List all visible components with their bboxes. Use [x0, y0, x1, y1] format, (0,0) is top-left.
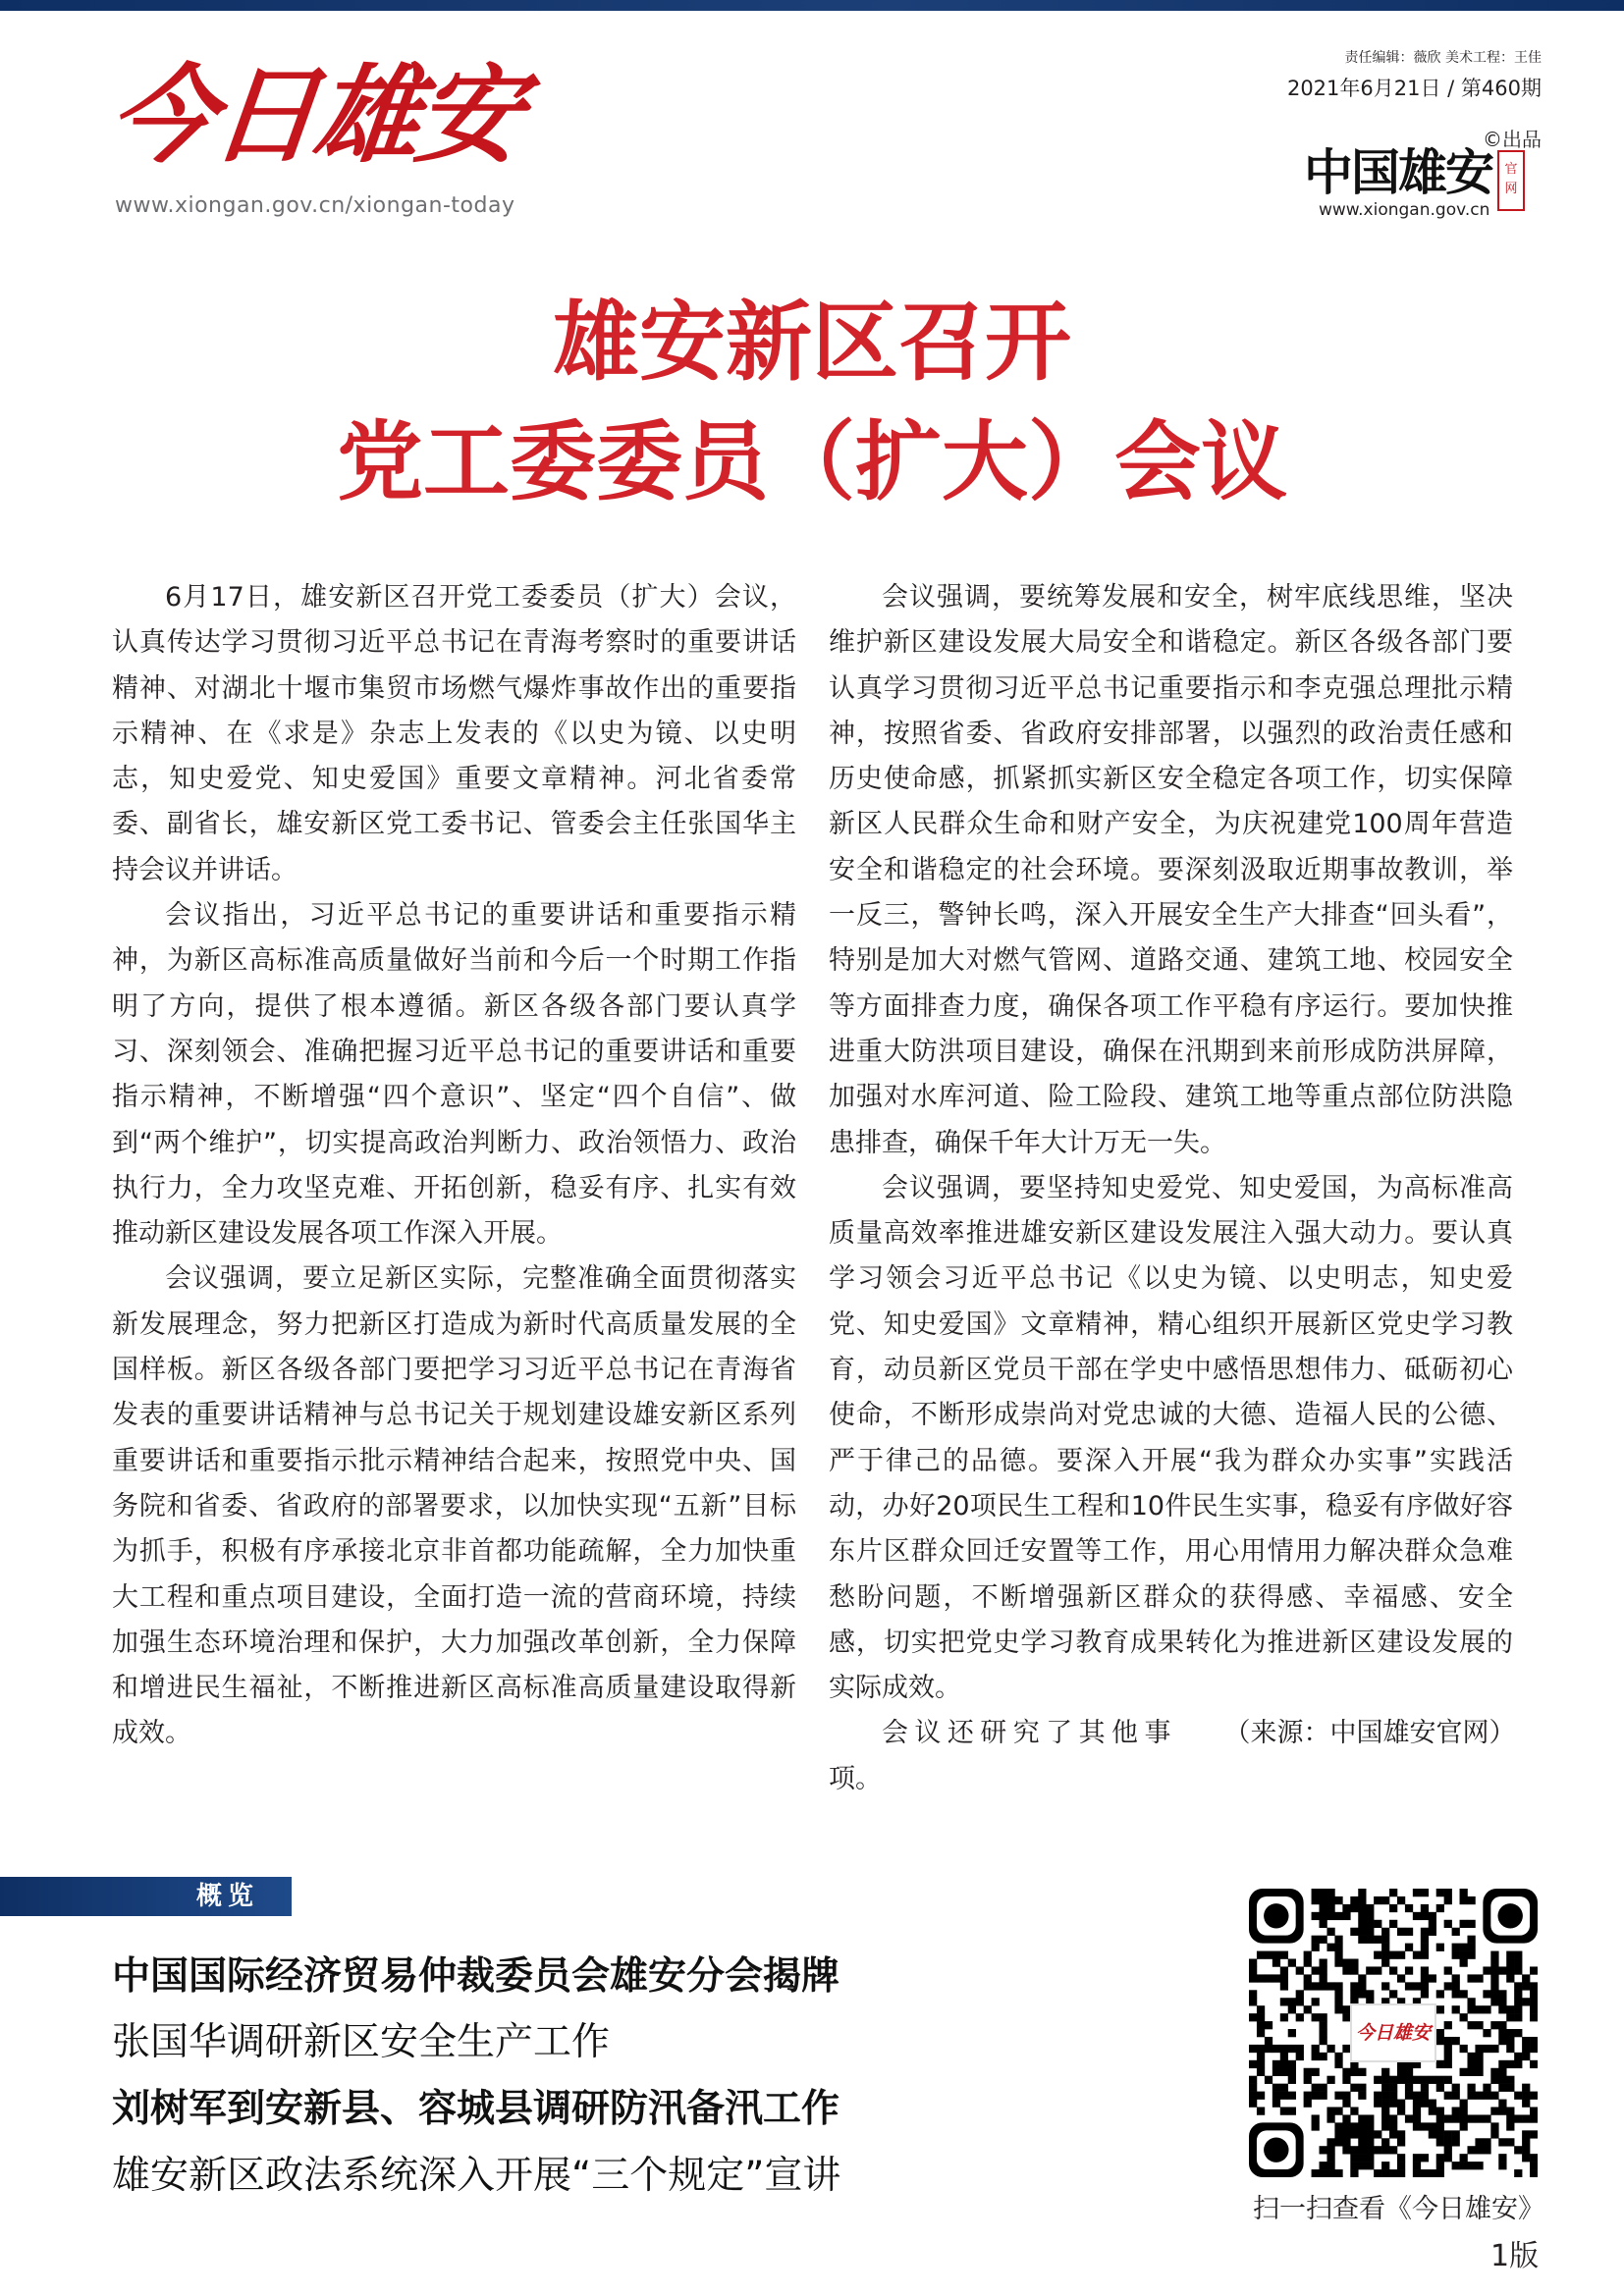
overview-item[interactable]: 中国国际经济贸易仲裁委员会雄安分会揭牌	[112, 1954, 840, 1999]
overview-item[interactable]: 张国华调研新区安全生产工作	[112, 2020, 611, 2064]
article-paragraph: 会议强调，要坚持知史爱党、知史爱国，为高标准高质量高效率推进雄安新区建设发展注入强大动力。要认真学习领会习近平总书记《以史为镜、以史明志，知史爱党、知史爱国》文章精神，精心组织开展新区党史学习教育，动员新区党员干部在学史中感悟思想伟力、砥砺初心使命，不断形成崇尚对党忠诚的大德、造福人民的公德、严于律己的品德。要深入开展“我为群众办实事”实践活动，办好20项民生工程和10件民生实事，稳妥有序做好容东片区群众回迁安置等工作，用心用情用力解决群众急难愁盼问题，不断增强新区群众的获得感、幸福感、安全感，切实把党史学习教育成果转化为推进新区建设发展的实际成效。	[829, 1172, 1513, 1704]
article-paragraph: 会议指出，习近平总书记的重要讲话和重要指示精神，为新区高标准高质量做好当前和今后一个时期工作指明了方向，提供了根本遵循。新区各级各部门要认真学习、深刻领会、准确把握习近平总书记的重要讲话和重要指示精神，不断增强“四个意识”、坚定“四个自信”、做到“两个维护”，切实提高政治判断力、政治领悟力、政治执行力，全力攻坚克难、开拓创新，稳妥有序、扎实有效推动新区建设发展各项工作深入开展。	[112, 900, 796, 1250]
article-paragraph: 会议强调，要立足新区实际，完整准确全面贯彻落实新发展理念，努力把新区打造成为新时代高质量发展的全国样板。新区各级各部门要把学习习近平总书记在青海省发表的重要讲话精神与总书记关于规划建设雄安新区系列重要讲话和重要指示批示精神结合起来，按照党中央、国务院和省委、省政府的部署要求，以加快实现“五新”目标为抓手，积极有序承接北京非首都功能疏解，全力加快重大工程和重点项目建设，全面打造一流的营商环境，持续加强生态环境治理和保护，大力加强改革创新，全力保障和增进民生福祉，不断推进新区高标准高质量建设取得新成效。	[112, 1263, 796, 1749]
closing-text: 会议还研究了其他事项。	[829, 1718, 1171, 1794]
article-paragraph: 会议强调，要统筹发展和安全，树牢底线思维，坚决维护新区建设发展大局安全和谐稳定。新区各级各部门要认真学习贯彻习近平总书记重要指示和李克强总理批示精神，按照省委、省政府安排部署，以强烈的政治责任感和历史使命感，抓紧抓实新区安全稳定各项工作，切实保障新区人民群众生命和财产安全，为庆祝建党100周年营造安全和谐稳定的社会环境。要深刻汲取近期事故教训，举一反三，警钟长鸣，深入开展安全生产大排查“回头看”，特别是加大对燃气管网、道路交通、建筑工地、校园安全等方面排查力度，确保各项工作平稳有序运行。要加快推进重大防洪项目建设，确保在汛期到来前形成防洪屏障，加强对水库河道、险工险段、建筑工地等重点部位防洪隐患排查，确保千年大计万无一失。	[829, 582, 1513, 1158]
producer-logo: 中国雄安	[1304, 143, 1492, 201]
article-column-right	[829, 575, 1516, 1802]
top-color-bar	[0, 0, 1624, 11]
producer-seal: 官网	[1497, 150, 1525, 211]
masthead-url[interactable]: www.xiongan.gov.cn/xiongan-today	[115, 193, 515, 218]
article-paragraph: 6月17日，雄安新区召开党工委委员（扩大）会议，认真传达学习贯彻习近平总书记在青海考察时的重要讲话精神、对湖北十堰市集贸市场燃气爆炸事故作出的重要指示精神、在《求是》杂志上发表的《以史为镜、以史明志，知史爱党、知史爱国》重要文章精神。河北省委常委、副省长，雄安新区党工委书记、管委会主任张国华主持会议并讲话。	[112, 582, 796, 885]
overview-item[interactable]: 刘树军到安新县、容城县调研防汛备汛工作	[112, 2087, 840, 2131]
qr-center-logo-text: 今日雄安	[1355, 2022, 1431, 2044]
headline-line-2: 党工委委员（扩大）会议	[336, 410, 1287, 512]
headline-line-1: 雄安新区召开	[552, 291, 1071, 393]
article-source: （来源：中国雄安官网）	[1223, 1718, 1516, 1749]
article-column-left	[112, 575, 796, 1757]
producer-url[interactable]: www.xiongan.gov.cn	[1319, 200, 1490, 220]
page-number: 1版	[1490, 2239, 1540, 2273]
qr-center-logo	[1350, 2003, 1436, 2062]
qr-code[interactable]	[1249, 1889, 1538, 2177]
masthead-logo: 今日雄安	[103, 54, 525, 178]
overview-label: 概览	[196, 1882, 260, 1911]
produced-by-label: ©出品	[1483, 128, 1542, 151]
overview-item[interactable]: 雄安新区政法系统深入开展“三个规定”宣讲	[112, 2154, 841, 2198]
qr-caption: 扫一扫查看《今日雄安》	[1253, 2194, 1544, 2224]
closing-line	[829, 1711, 1516, 1802]
overview-header-bar	[0, 1877, 292, 1916]
issue-date: 2021年6月21日 / 第460期	[1286, 77, 1542, 100]
editor-credit: 责任编辑：薇欣 美术工程：王佳	[1344, 50, 1542, 66]
